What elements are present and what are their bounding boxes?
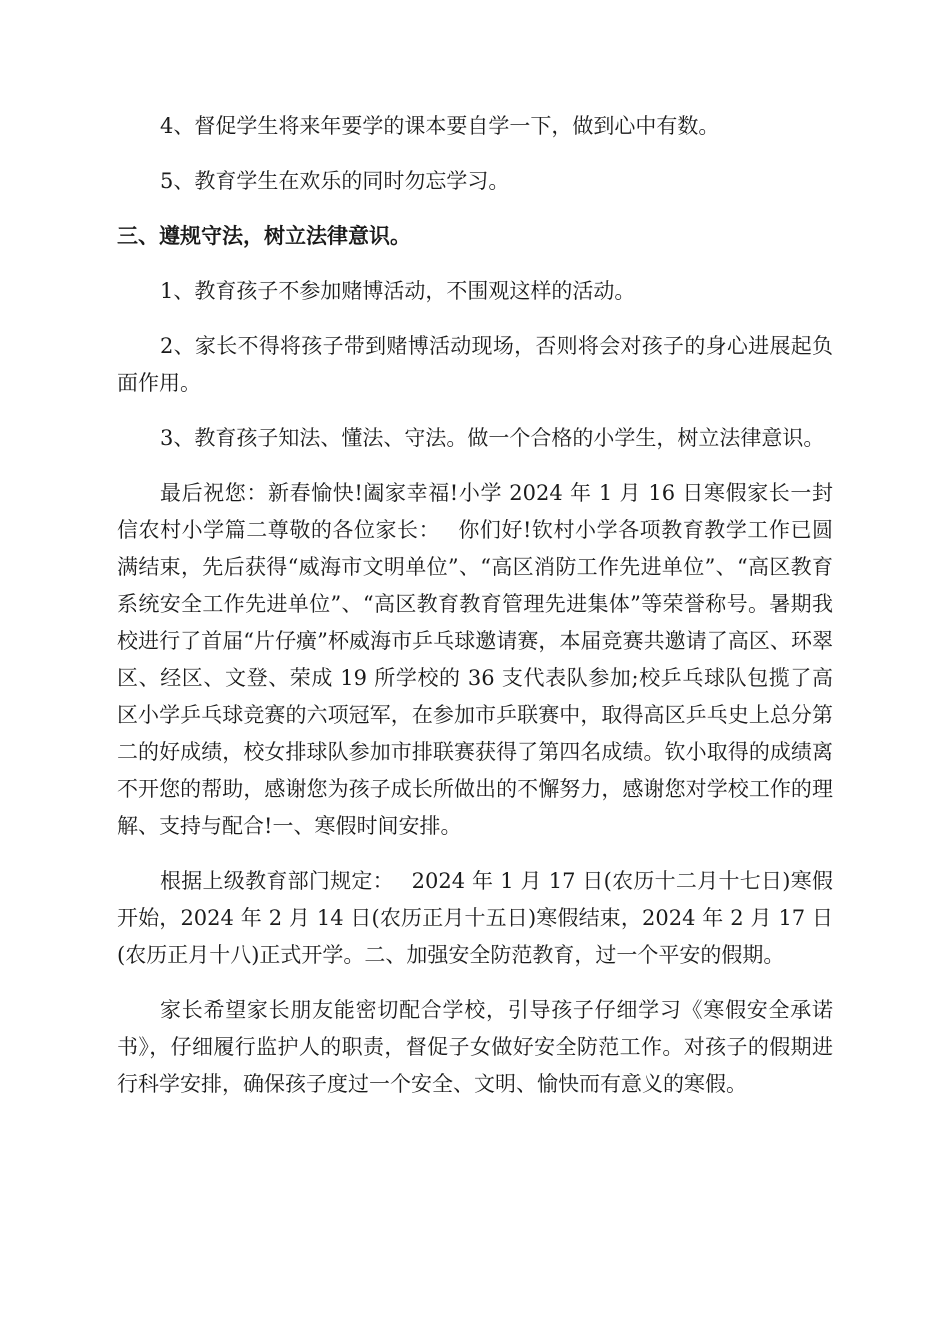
closing-paragraph: 最后祝您：新春愉快!阖家幸福!小学 2024 年 1 月 16 日寒假家长一封信农村小学篇二尊敬的各位家长： 你们好!钦村小学各项教育教学工作已圆满结束，先后获得“威海市文明单位”、“高区消防工作先进单位”、“高区教育系统安全工作先进单位”、“高区教育教育管理先进集体”等荣誉称号。暑期我校进行了首届“片仔癀”杯威海市乒乓球邀请赛，本届竞赛共邀请了高区、环翠区、经区、文登、荣成 19 所学校的 36 支代表队参加;校乒乓球队包揽了高区小学乒乓球竞赛的六项冠军，在参加市乒联赛中，取得高区乒乓史上总分第二的好成绩，校女排球队参加市排联赛获得了第四名成绩。钦小取得的成绩离不开您的帮助，感谢您为孩子成长所做出的不懈努力，感谢您对学校工作的理解、支持与配合!一、寒假时间安排。	[117, 481, 833, 838]
section-item-2: 2、家长不得将孩子带到赌博活动现场，否则将会对孩子的身心进展起负面作用。	[117, 334, 833, 395]
section-item-3: 3、教育孩子知法、懂法、守法。做一个合格的小学生，树立法律意识。	[160, 426, 825, 450]
parents-paragraph: 家长希望家长朋友能密切配合学校，引导孩子仔细学习《寒假安全承诺书》，仔细履行监护人的职责，督促子女做好安全防范工作。对孩子的假期进行科学安排，确保孩子度过一个安全、文明、愉快而有意义的寒假。	[117, 998, 833, 1096]
schedule-paragraph: 根据上级教育部门规定： 2024 年 1 月 17 日(农历十二月十七日)寒假开始，2024 年 2 月 14 日(农历正月十五日)寒假结束，2024 年 2 月 17 日(农历正月十八)正式开学。二、加强安全防范教育，过一个平安的假期。	[117, 869, 833, 967]
document-page	[117, 108, 833, 1103]
item-5: 5、教育学生在欢乐的同时勿忘学习。	[160, 169, 510, 193]
item-4: 4、督促学生将来年要学的课本要自学一下，做到心中有数。	[160, 114, 720, 138]
section-item-1: 1、教育孩子不参加赌博活动，不围观这样的活动。	[160, 279, 636, 303]
section-heading: 三、遵规守法，树立法律意识。	[117, 224, 411, 248]
